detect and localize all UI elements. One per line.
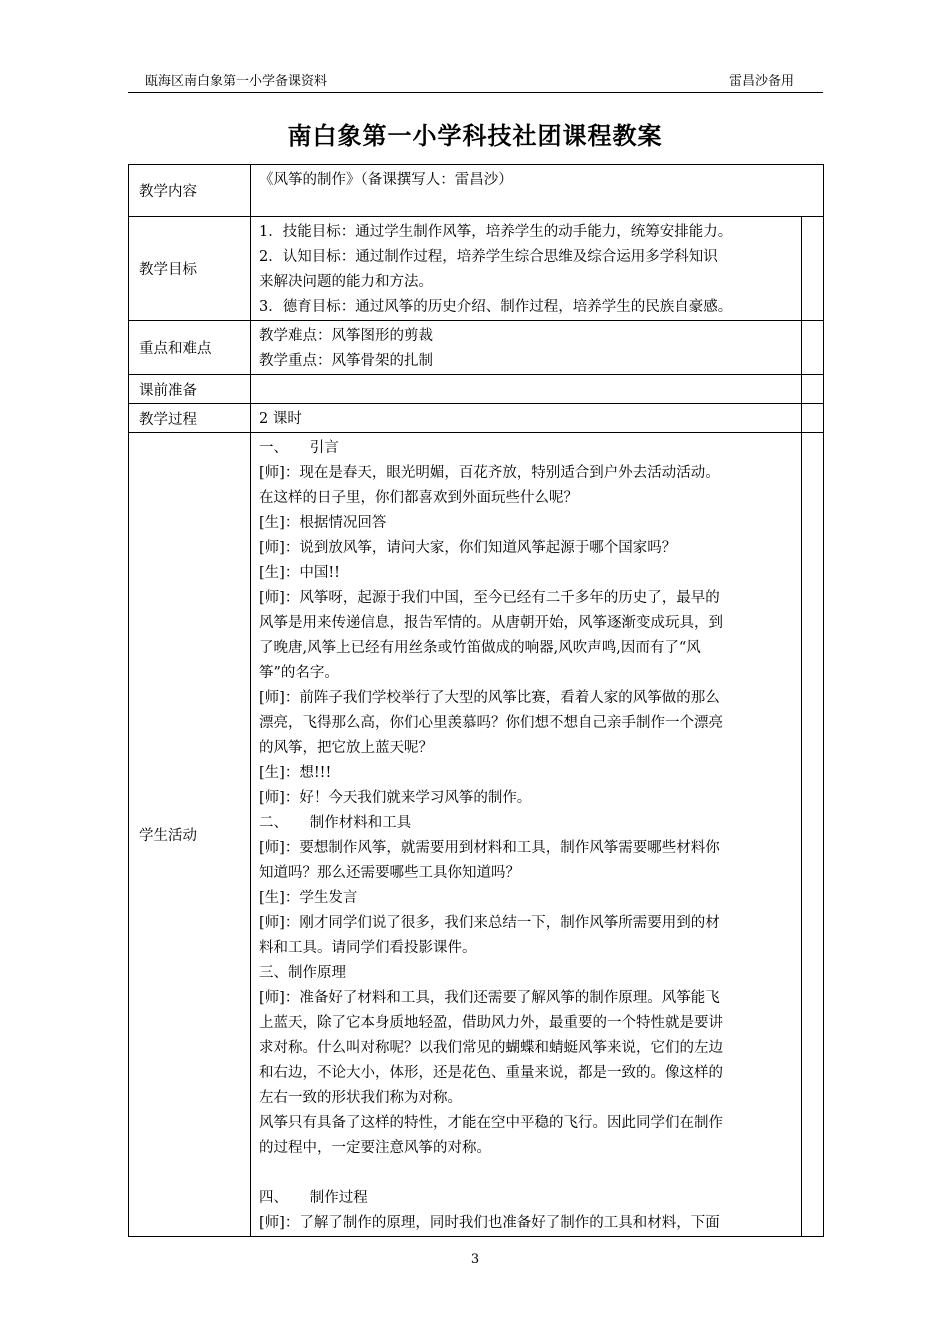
row-content: [129, 165, 824, 217]
label-activity: 学生活动: [129, 433, 251, 1237]
text-line: [生]：根据情况回答: [259, 515, 387, 531]
lesson-plan-table: [128, 164, 824, 1237]
text-line: 2．认知目标：通过制作过程，培养学生综合思维及综合运用多学科知识: [259, 249, 718, 265]
text-line: 风筝只有具备了这样的特性，才能在空中平稳的飞行。因此同学们在制作: [259, 1115, 723, 1131]
text-line: [师]：说到放风筝，请问大家，你们知道风筝起源于哪个国家吗？: [259, 540, 677, 556]
text-line: 教学难点：风筝图形的剪裁: [259, 328, 433, 344]
text-line: [师]：好！今天我们就来学习风筝的制作。: [259, 790, 532, 806]
text-line: 上蓝天，除了它本身质地轻盈，借助风力外，最重要的一个特性就是要讲: [259, 1015, 723, 1031]
page-number: 3: [470, 1252, 480, 1267]
text-line: [生]：学生发言: [259, 890, 358, 906]
text-line: 3．德育目标：通过风筝的历史介绍、制作过程，培养学生的民族自豪感。: [259, 299, 733, 315]
text-line: [生]：想!!!: [259, 765, 332, 781]
text-line: [259, 378, 795, 403]
text-line: 来解决问题的能力和方法。: [259, 274, 433, 290]
text-line: [师]：要想制作风筝，就需要用到材料和工具，制作风筝需要哪些材料你: [259, 840, 720, 856]
text-line: 《风筝的制作》（备课撰写人：雷昌沙）: [259, 172, 513, 188]
label-keypoints: 重点和难点: [129, 321, 251, 375]
text-line: [师]：刚才同学们说了很多，我们来总结一下，制作风筝所需要用到的材: [259, 915, 720, 931]
cell-keypoints: [251, 321, 802, 375]
text-line: 2 课时: [259, 411, 302, 427]
label-process: 教学过程: [129, 404, 251, 433]
row-prep: [129, 375, 824, 404]
cell-goals: [251, 217, 802, 321]
text-line: 了晚唐,风筝上已经有用丝条或竹笛做成的响器,风吹声鸣,因而有了“风: [259, 640, 701, 656]
text-line: 的风筝，把它放上蓝天呢？: [259, 740, 433, 756]
text-line: [师]：前阵子我们学校举行了大型的风筝比赛，看着人家的风筝做的那么: [259, 690, 720, 706]
cell-prep: [251, 375, 802, 404]
text-line: 风筝是用来传递信息，报告军情的。从唐朝开始，风筝逐渐变成玩具，到: [259, 615, 723, 631]
cell-activity-side: [802, 433, 824, 1237]
row-goals: [129, 217, 824, 321]
label-content: 教学内容: [129, 165, 251, 217]
text-line: 二、 制作材料和工具: [259, 815, 412, 831]
label-goals: 教学目标: [129, 217, 251, 321]
text-line: 1．技能目标：通过学生制作风筝，培养学生的动手能力，统筹安排能力。: [259, 224, 733, 240]
cell-activity: [251, 433, 802, 1237]
text-line: 求对称。什么叫对称呢？以我们常见的蝴蝶和蜻蜓风筝来说，它们的左边: [259, 1040, 723, 1056]
header-divider: [128, 92, 823, 93]
text-line: 一、 引言: [259, 440, 339, 456]
cell-process: [251, 404, 802, 433]
row-activity: [129, 433, 824, 1237]
text-line: 知道吗？那么还需要哪些工具你知道吗？: [259, 865, 520, 881]
text-line: 筝”的名字。: [259, 665, 339, 681]
cell-process-side: [802, 404, 824, 433]
label-prep: 课前准备: [129, 375, 251, 404]
text-line: [师]：风筝呀，起源于我们中国，至今已经有二千多年的历史了，最早的: [259, 590, 720, 606]
header-right-text: 雷昌沙备用: [729, 74, 795, 89]
text-line: 三、制作原理: [259, 965, 346, 981]
row-keypoints: [129, 321, 824, 375]
text-line: [师]：了解了制作的原理，同时我们也准备好了制作的工具和材料，下面: [259, 1215, 720, 1231]
cell-prep-side: [802, 375, 824, 404]
text-line: [师]：现在是春天，眼光明媚，百花齐放，特别适合到户外去活动活动。: [259, 465, 720, 481]
text-line: 漂亮，飞得那么高，你们心里羡慕吗？你们想不想自己亲手制作一个漂亮: [259, 715, 723, 731]
text-line: 料和工具。请同学们看投影课件。: [259, 940, 477, 956]
text-line: 和右边，不论大小，体形，还是花色、重量来说，都是一致的。像这样的: [259, 1065, 723, 1081]
cell-keypoints-side: [802, 321, 824, 375]
cell-content: [251, 165, 824, 217]
text-line: [师]：准备好了材料和工具，我们还需要了解风筝的制作原理。风筝能飞: [259, 990, 720, 1006]
text-line: 的过程中，一定要注意风筝的对称。: [259, 1140, 491, 1156]
text-line: 在这样的日子里，你们都喜欢到外面玩些什么呢？: [259, 490, 578, 506]
cell-goals-side: [802, 217, 824, 321]
text-line: 四、 制作过程: [259, 1190, 368, 1206]
header-left-text: 瓯海区南白象第一小学备课资料: [145, 74, 328, 89]
text-line: [生]：中国!!: [259, 565, 340, 581]
text-line: 左右一致的形状我们称为对称。: [259, 1090, 462, 1106]
row-process: [129, 404, 824, 433]
text-line: 教学重点：风筝骨架的扎制: [259, 353, 433, 369]
text-line: [259, 1161, 795, 1186]
page-title: 南白象第一小学科技社团课程教案: [287, 122, 663, 150]
